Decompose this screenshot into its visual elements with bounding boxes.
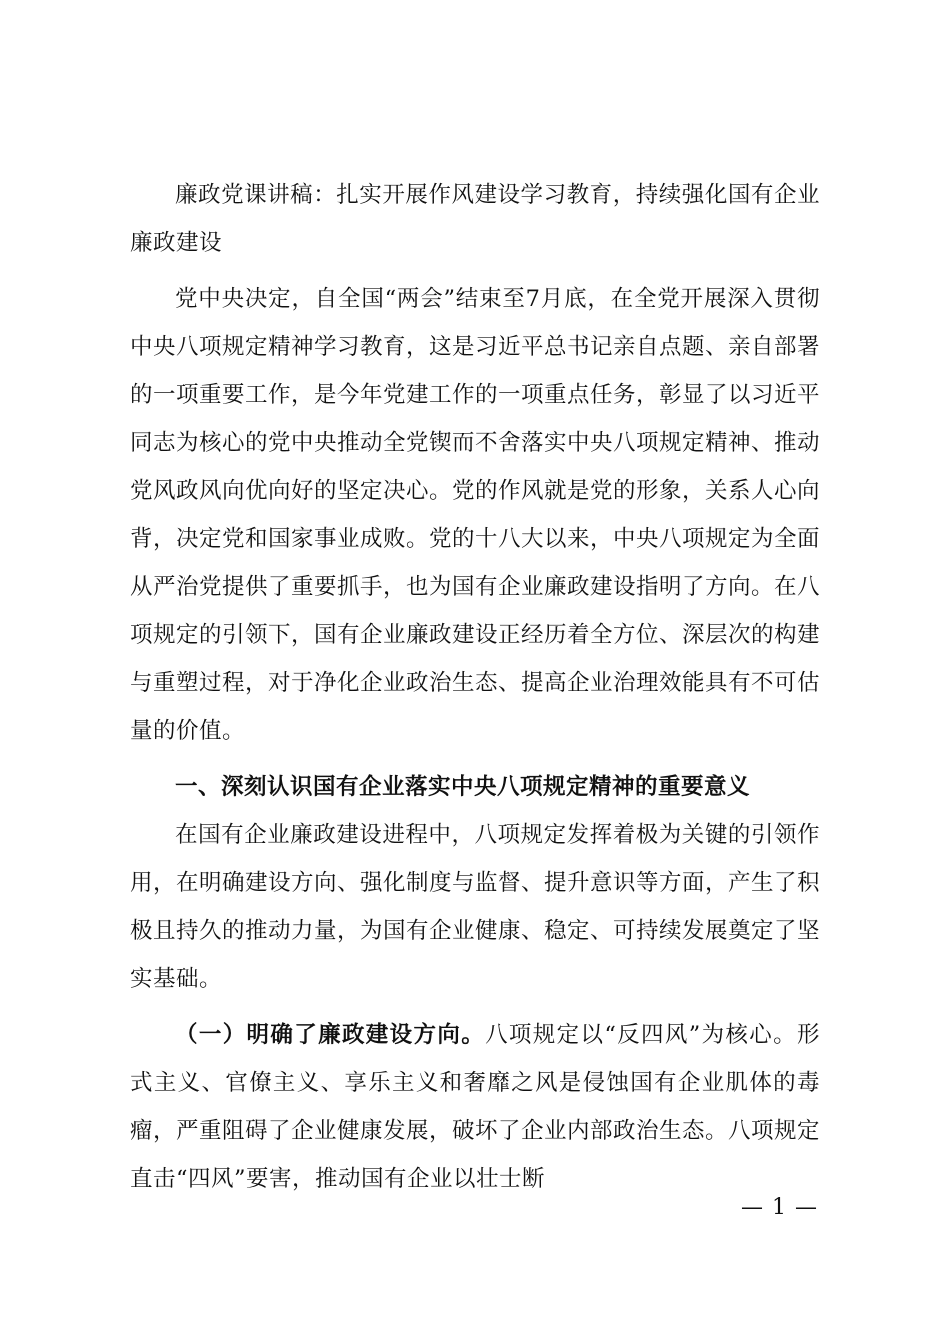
subsection-lead: （一）明确了廉政建设方向。 bbox=[175, 1022, 486, 1048]
section-heading: 一、深刻认识国有企业落实中央八项规定精神的重要意义 bbox=[175, 774, 751, 800]
page-number: — 1 — bbox=[741, 1195, 818, 1220]
subsection-paragraph bbox=[130, 1011, 820, 1203]
intro-paragraph: 党中央决定，自全国“两会”结束至7月底，在全党开展深入贯彻中央八项规定精神学习教育，这是习近平总书记亲自点题、亲自部署的一项重要工作，是今年党建工作的一项重点任务，彰显了以习近平同志为核心的党中央推动全党锲而不舍落实中央八项规定精神、推动党风政风向优向好的坚定决心。党的作风就是党的形象，关系人心向背，决定党和国家事业成败。党的十八大以来，中央八项规定为全面从严治党提供了重要抓手，也为国有企业廉政建设指明了方向。在八项规定的引领下，国有企业廉政建设正经历着全方位、深层次的构建与重塑过程，对于净化企业政治生态、提高企业治理效能具有不可估量的价值。 bbox=[130, 286, 821, 744]
section-intro-paragraph: 在国有企业廉政建设进程中，八项规定发挥着极为关键的引领作用，在明确建设方向、强化制度与监督、提升意识等方面，产生了积极且持久的推动力量，为国有企业健康、稳定、可持续发展奠定了坚实基础。 bbox=[130, 822, 821, 992]
title-paragraph: 廉政党课讲稿：扎实开展作风建设学习教育，持续强化国有企业廉政建设 bbox=[130, 182, 820, 256]
subsection-body: 八项规定以“反四风”为核心。形式主义、官僚主义、享乐主义和奢靡之风是侵蚀国有企业肌体的毒瘤，严重阻碍了企业健康发展，破坏了企业内部政治生态。八项规定直击“四风”要害，推动国有企业以壮士断 bbox=[130, 1022, 821, 1192]
document-body bbox=[130, 171, 820, 1203]
